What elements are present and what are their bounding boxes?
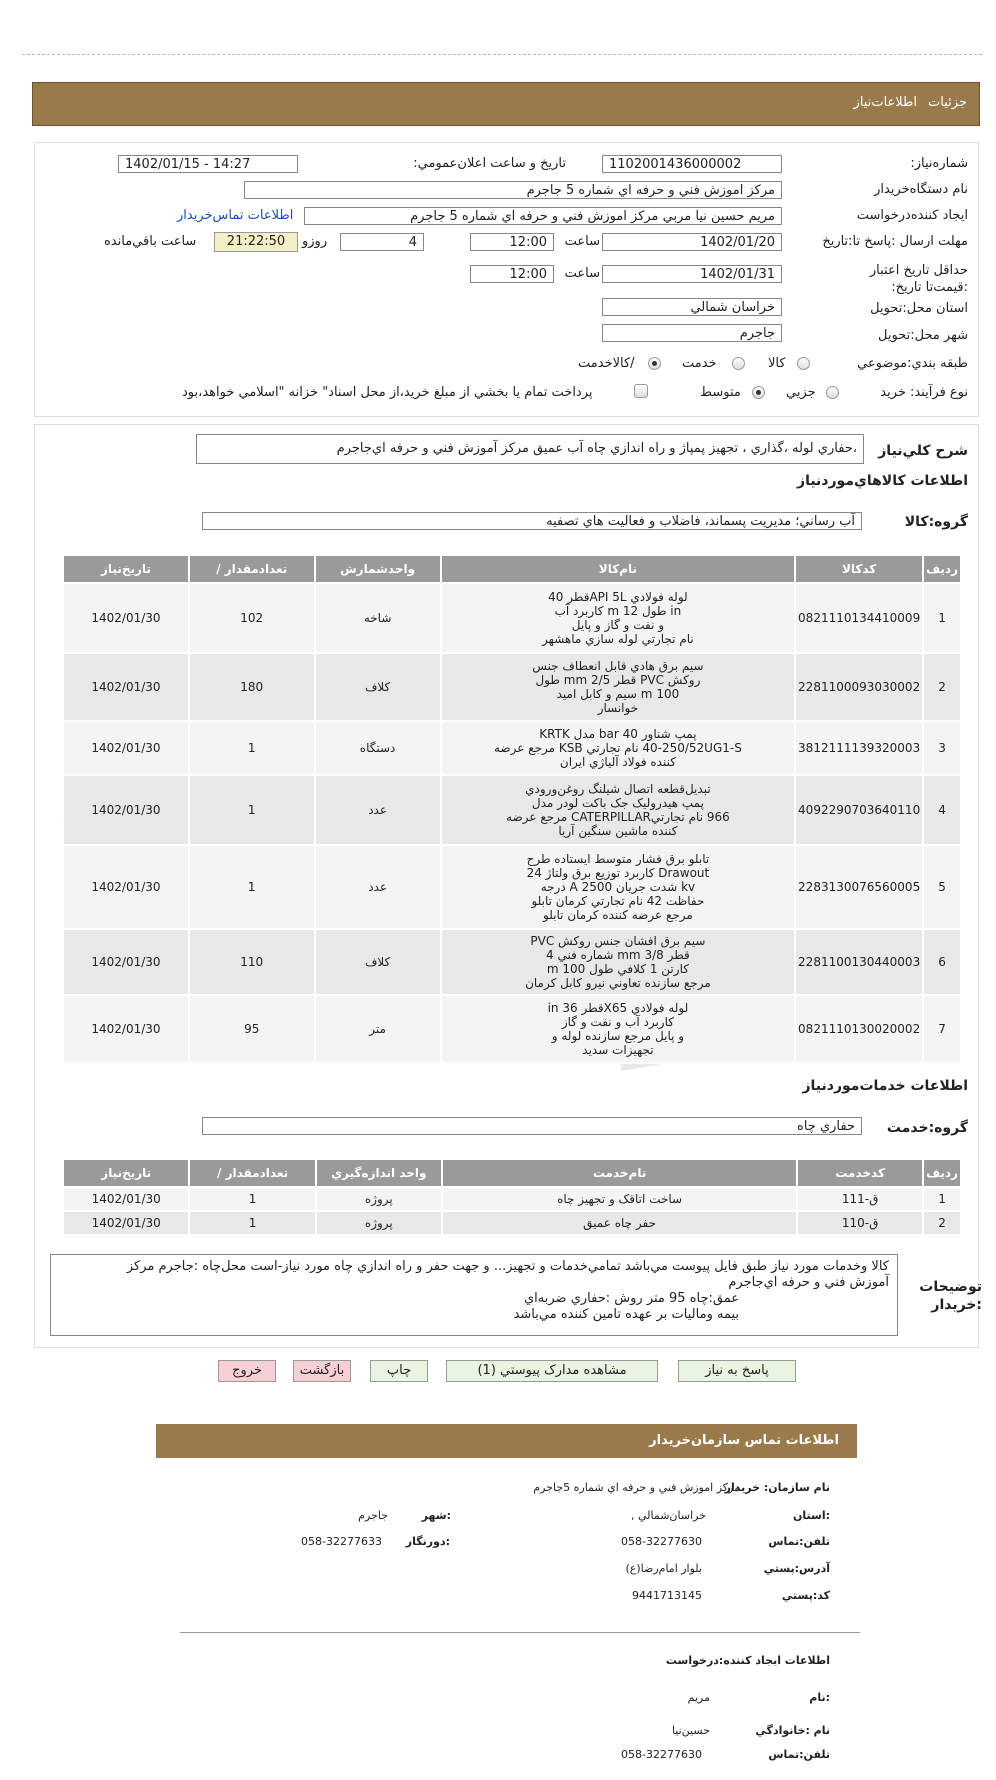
buyer-notes-line: کالا وخدمات مورد نياز طبق فايل پيوست مي‌باشد تمامي‌خدمات و تجهيز... و جهت حفر و راه اندازي چاه مورد نياز-است محل‌چاه :جاجرم مرکز (126, 1259, 889, 1274)
goods-row-date: 1402/01/30 (63, 775, 189, 845)
goods-row-qty: 110 (189, 929, 315, 995)
goods-col-code: کدکالا (795, 555, 923, 583)
contact-fax-value: 058-32277633 (301, 1535, 382, 1548)
contact-address-label: آدرس:پستي (763, 1562, 830, 1575)
contact-org-value: مرکز اموزش فني و حرفه اي شماره 5جاجرم (533, 1481, 740, 1494)
services-col-row: رديف (923, 1159, 961, 1187)
services-group-field: حفاري چاه (202, 1117, 862, 1135)
goods-row-name (441, 583, 796, 653)
goods-row-name (441, 845, 796, 929)
goods-row-name (441, 653, 796, 721)
goods-row (63, 721, 961, 775)
services-table (62, 1158, 962, 1236)
province-label: استان محل:تحويل (870, 301, 968, 316)
details-header-bar (32, 82, 980, 126)
back-button[interactable]: بازگشت (293, 1360, 351, 1382)
goods-table-header (63, 555, 961, 583)
goods-row-name-line: حفاظت 42 نام تجارتي کرمان تابلو (531, 894, 705, 908)
deadline-date-field: 1402/01/20 (602, 233, 782, 251)
creator-label: ايجاد کننده‌درخواست (856, 208, 968, 223)
goods-group-field: آب رساني؛ مديريت پسماند، فاضلاب و فعاليت هاي تصفيه (202, 512, 862, 530)
goods-row-name (441, 775, 796, 845)
cat-service-radio[interactable] (732, 357, 745, 370)
validity-date-field: 1402/01/31 (602, 265, 782, 283)
goods-row-code: 2283130076560005 (795, 845, 923, 929)
goods-row-date: 1402/01/30 (63, 583, 189, 653)
goods-row-name-line: in طول 12 m کاربرد آب (554, 604, 682, 618)
services-col-date: تاريخ‌نياز (63, 1159, 189, 1187)
services-row-n: 1 (923, 1187, 961, 1211)
goods-row-name-line: Drawout کاربرد توزيع برق ولتاژ 24 (526, 866, 710, 880)
buyer-notes-label: توضيحات :خريدار (919, 1279, 982, 1313)
goods-row-name-line: کاربرد آب و نفت و گاز (561, 1015, 674, 1029)
buyer-field: مرکز اموزش فني و حرفه اي شماره 5 جاجرم (244, 181, 782, 199)
validity-time-field: 12:00 (470, 265, 554, 283)
goods-row-date: 1402/01/30 (63, 995, 189, 1063)
goods-row-date: 1402/01/30 (63, 929, 189, 995)
goods-row (63, 995, 961, 1063)
goods-row-name-line: 40-250/52UG1-S نام تجارتي KSB مرجع عرضه (493, 741, 742, 755)
goods-row-name-line: کننده ماشين سنگين آريا (558, 824, 678, 838)
goods-col-date: تاريخ‌نياز (63, 555, 189, 583)
services-group-label: گروه:خدمت (886, 1120, 968, 1136)
goods-row-number: 5 (923, 845, 961, 929)
deadline-time-label: ساعت (564, 234, 600, 249)
goods-row-unit: دستگاه (315, 721, 441, 775)
goods-row (63, 583, 961, 653)
contact-city-label: :شهر (421, 1509, 451, 1522)
services-row-unit: پروژه (316, 1211, 442, 1235)
contact-divider (180, 1632, 860, 1633)
services-row-unit: پروژه (316, 1187, 442, 1211)
goods-row-name-line: و نفت و گاز و پايل (571, 618, 665, 632)
proc-minor-label: جزيي (786, 385, 816, 400)
contact-province-value: خراسان‌شمالي , (630, 1509, 706, 1522)
contact-header-bar (156, 1424, 857, 1458)
process-label: نوع فرآيند: خريد (880, 385, 968, 400)
goods-row-name-line: مرجع عرضه کننده کرمان تابلو (543, 908, 693, 922)
buyer-notes-line: بيمه وماليات بر عهده تامين کننده مي‌باشد (513, 1307, 739, 1322)
goods-row-name-line: نام تجارتي لوله سازي ماهشهر (542, 632, 694, 646)
deadline-time-field: 12:00 (470, 233, 554, 251)
print-button[interactable]: چاپ (370, 1360, 428, 1382)
goods-row-name-line: تبديل‌قطعه اتصال شيلنگ روغن‌ورودي (525, 782, 711, 796)
top-divider (22, 54, 982, 55)
tab-details[interactable]: جزئيات (928, 95, 967, 110)
goods-row-unit: کلاف (315, 929, 441, 995)
contact-city-value: جاجرم (358, 1509, 388, 1522)
services-col-name: نام‌خدمت (442, 1159, 797, 1187)
goods-row-name-line: پمپ شناور 40 bar مدل KRTK (539, 727, 697, 741)
goods-row-name-line: خوانسار (597, 701, 639, 715)
contact-org-label: نام سازمان: خريدار (724, 1481, 830, 1494)
goods-row-name-line: لوله فولادي X65قطر 36 in (547, 1001, 689, 1015)
services-row-n: 2 (923, 1211, 961, 1235)
goods-row-unit: شاخه (315, 583, 441, 653)
goods-row-unit: عدد (315, 845, 441, 929)
goods-row-name-line: تجهيزات سديد (582, 1043, 654, 1057)
buyer-notes-box (50, 1254, 898, 1336)
services-row-qty: 1 (189, 1211, 315, 1235)
creator-family-value: حسين‌نيا (671, 1724, 710, 1737)
goods-row-number: 2 (923, 653, 961, 721)
goods-row-number: 6 (923, 929, 961, 995)
goods-row-name (441, 721, 796, 775)
creator-info-title: اطلاعات ايجاد کننده:درخواست (665, 1654, 830, 1667)
services-row-code: ق-111 (797, 1187, 923, 1211)
goods-row-number: 7 (923, 995, 961, 1063)
goods-row-name (441, 929, 796, 995)
proc-medium-label: متوسط (700, 385, 741, 400)
services-row-qty: 1 (189, 1187, 315, 1211)
contact-title: اطلاعات تماس سازمان‌خريدار (649, 1433, 839, 1448)
services-row-code: ق-110 (797, 1211, 923, 1235)
goods-row-name-line: روکش PVC قطر 2/5 mm طول (535, 673, 701, 687)
goods-col-unit: واحدشمارش (315, 555, 441, 583)
need-number-field: 1102001436000002 (602, 155, 782, 173)
contact-postal-value: 9441713145 (632, 1589, 702, 1602)
services-row (63, 1211, 961, 1235)
goods-row-number: 4 (923, 775, 961, 845)
creator-name-value: مريم (687, 1691, 710, 1704)
buyer-contact-link[interactable]: اطلاعات تماس‌خريدار (177, 208, 294, 223)
cat-goods-radio[interactable] (797, 357, 810, 370)
services-row-date: 1402/01/30 (63, 1211, 189, 1235)
days-label: روزو (302, 234, 328, 249)
services-col-code: کدخدمت (797, 1159, 923, 1187)
goods-row-unit: متر (315, 995, 441, 1063)
creator-field: مريم حسين نيا مربي مرکز اموزش فني و حرفه اي شماره 5 جاجرم (304, 207, 782, 225)
proc-medium-radio[interactable] (752, 386, 765, 399)
goods-row-name-line: تابلو برق فشار متوسط ايستاده طرح (526, 852, 710, 866)
province-field: خراسان شمالي (602, 298, 782, 316)
contact-phone-label: تلفن:تماس (768, 1535, 830, 1548)
services-col-qty: تعدادمقدار / (189, 1159, 315, 1187)
goods-row-name-line: مرجع سازنده تعاوني نيرو کابل کرمان (525, 976, 711, 990)
goods-row (63, 845, 961, 929)
goods-row-number: 1 (923, 583, 961, 653)
proc-minor-radio[interactable] (826, 386, 839, 399)
summary-label: شرح کلي‌نياز (878, 443, 968, 459)
goods-row-name-line: پمپ هيدروليک جک باکت لودر مدل (531, 796, 704, 810)
goods-row-code: 2281100093030002 (795, 653, 923, 721)
creator-phone-label: تلفن:تماس (768, 1748, 830, 1761)
cat-service-label: خدمت (682, 356, 717, 371)
goods-row-unit: عدد (315, 775, 441, 845)
city-label: شهر محل:تحويل (878, 328, 968, 343)
treasury-payment-text: پرداخت تمام يا بخشي از مبلغ خريد،از محل اسناد" خزانه "اسلامي خواهد،بود (182, 385, 593, 400)
goods-col-qty: تعدادمقدار / (189, 555, 315, 583)
goods-row-name (441, 995, 796, 1063)
services-section-title: اطلاعات خدمات‌موردنياز (802, 1078, 968, 1094)
goods-row-name-line: قطر 3/8 mm شماره فني 4 (546, 948, 690, 962)
remaining-timer: 21:22:50 (214, 232, 298, 252)
cat-goods-service-radio[interactable] (648, 357, 661, 370)
services-row-name: حفر چاه عميق (442, 1211, 797, 1235)
goods-row-qty: 102 (189, 583, 315, 653)
remaining-label: ساعت باقي‌مانده (104, 234, 197, 249)
validity-time-label: ساعت (564, 266, 600, 281)
goods-row-qty: 95 (189, 995, 315, 1063)
contact-address-value: بلوار امام‌رضا(ع) (625, 1562, 702, 1575)
deadline-label: مهلت ارسال :پاسخ تا:تاريخ (822, 234, 968, 249)
goods-section-title: اطلاعات کالاهاي‌موردنياز (797, 473, 968, 489)
contact-fax-label: :دورنگار (405, 1535, 450, 1548)
goods-row-name-line: kv شدت جريان 2500 A درجه (540, 880, 696, 894)
goods-row-code: 0821110134410009 (795, 583, 923, 653)
exit-button[interactable]: خروج (218, 1360, 276, 1382)
reply-button[interactable]: پاسخ به نياز (678, 1360, 796, 1382)
goods-group-label: گروه:کالا (904, 514, 968, 530)
goods-row-name-line: و پايل مرجع سازنده لوله و (551, 1029, 685, 1043)
validity-label: حداقل تاريخ اعتبار :قيمت‌تا تاريخ: (869, 263, 968, 295)
creator-name-label: :نام (809, 1691, 830, 1704)
treasury-payment-checkbox[interactable] (634, 384, 648, 398)
goods-row-unit: کلاف (315, 653, 441, 721)
goods-row-name-line: سيم برق هادي قابل انعطاف جنس (532, 659, 704, 673)
announce-label: تاريخ و ساعت اعلان‌عمومي: (413, 156, 566, 171)
goods-row-qty: 1 (189, 775, 315, 845)
announce-field: 1402/01/15 - 14:27 (118, 155, 298, 173)
services-table-header (63, 1159, 961, 1187)
goods-row-name-line: کننده فولاد آلياژي ايران (559, 755, 676, 769)
services-row (63, 1187, 961, 1211)
services-row-date: 1402/01/30 (63, 1187, 189, 1211)
goods-row-code: 3812111139320003 (795, 721, 923, 775)
buyer-notes-line: آموزش فني و حرفه اي‌جاجرم (728, 1275, 889, 1290)
need-number-label: شماره‌نياز: (910, 156, 968, 171)
buyer-notes-line: عمق:چاه 95 متر روش :حفاري ضربه‌اي (524, 1291, 739, 1306)
buyer-label: نام دستگاه‌خريدار (874, 182, 968, 197)
goods-col-name: نام‌کالا (441, 555, 796, 583)
goods-row-name-line: 966 نام تجارتيCATERPILLAR مرجع عرضه (506, 810, 730, 824)
goods-row-name-line: لوله فولادي API 5Lقطر 40 (548, 590, 688, 604)
goods-row-qty: 1 (189, 721, 315, 775)
creator-phone-value: 058-32277630 (621, 1748, 702, 1761)
services-row-name: ساخت اتاقک و تجهيز چاه (442, 1187, 797, 1211)
goods-row-name-line: کارتن 1 کلافي طول 100 m (546, 962, 689, 976)
goods-row-qty: 180 (189, 653, 315, 721)
cat-goods-label: کالا (768, 356, 786, 371)
goods-row-name-line: 100 m سيم و کابل اميد (556, 687, 680, 701)
contact-postal-label: کد:پستي (781, 1589, 830, 1602)
creator-family-label: نام :خانوادگي (755, 1724, 830, 1737)
city-field: جاجرم (602, 324, 782, 342)
goods-row-date: 1402/01/30 (63, 721, 189, 775)
goods-row-qty: 1 (189, 845, 315, 929)
goods-col-row: رديف (923, 555, 961, 583)
goods-row (63, 929, 961, 995)
cat-goods-service-label: /کالاخدمت (578, 356, 635, 371)
goods-row-number: 3 (923, 721, 961, 775)
goods-row-code: 4092290703640110 (795, 775, 923, 845)
goods-row-name-line: سيم برق افشان جنس روکش PVC (530, 934, 706, 948)
contact-province-label: :استان (793, 1509, 830, 1522)
goods-row (63, 775, 961, 845)
tab-need-info[interactable]: اطلاعات‌نياز (853, 95, 917, 110)
summary-field: ،حفاري لوله ،گذاري ، تجهيز پمپاژ و راه اندازي چاه آب عميق مرکز آموزش فني و حرفه اي‌جاجرم (196, 434, 864, 464)
days-field: 4 (340, 233, 424, 251)
contact-phone-value: 058-32277630 (621, 1535, 702, 1548)
goods-row (63, 653, 961, 721)
goods-row-date: 1402/01/30 (63, 845, 189, 929)
goods-row-code: 2281100130440003 (795, 929, 923, 995)
attachments-button[interactable]: مشاهده مدارک پيوستي (1) (446, 1360, 658, 1382)
goods-row-code: 0821110130020002 (795, 995, 923, 1063)
goods-table (62, 554, 962, 1064)
services-col-unit: واحد اندازه‌گيري (316, 1159, 442, 1187)
goods-row-date: 1402/01/30 (63, 653, 189, 721)
category-label: طبقه بندي:موضوعي (857, 356, 968, 371)
